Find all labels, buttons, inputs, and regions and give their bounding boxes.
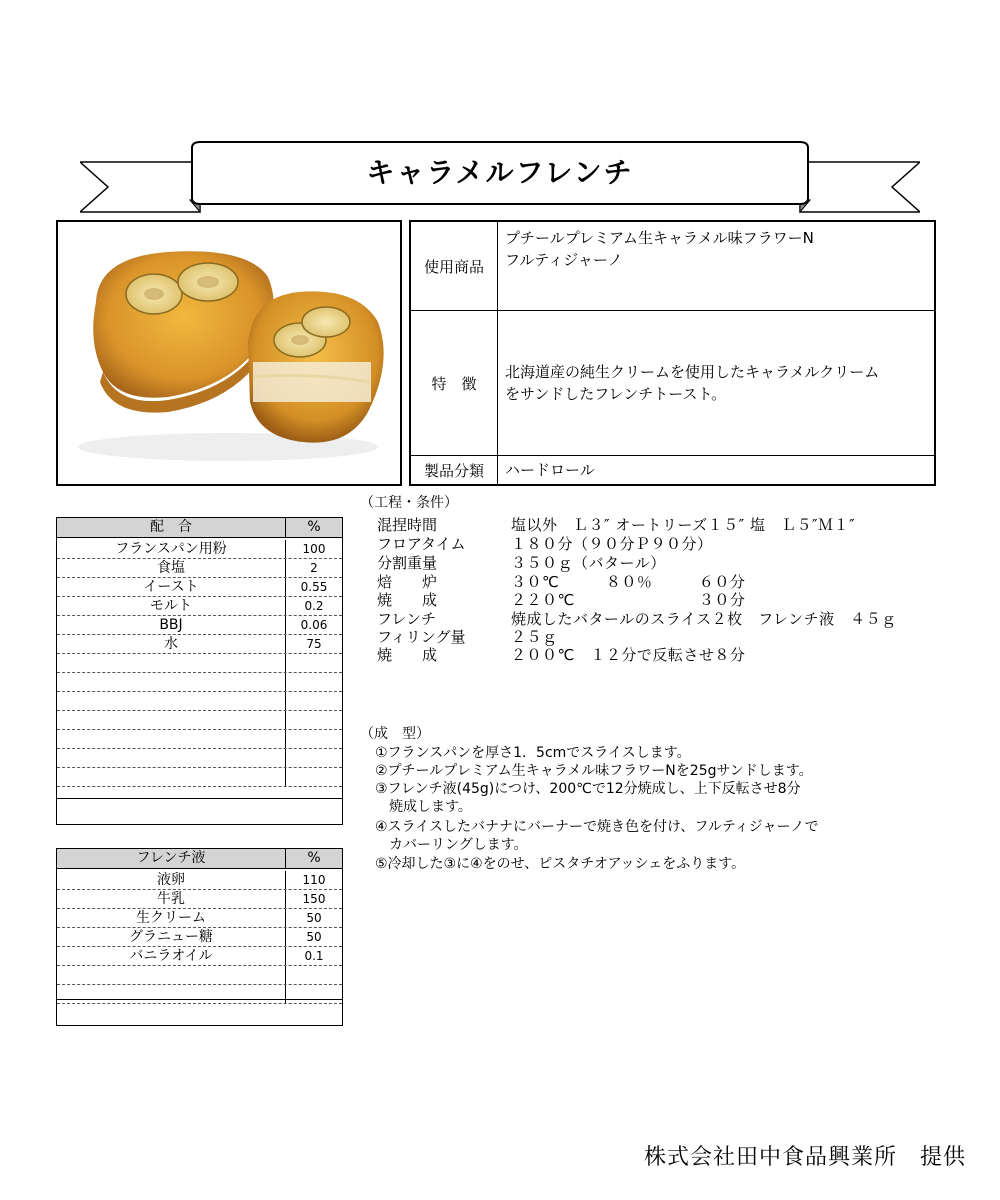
- ingredient-percent: [286, 966, 342, 984]
- process-value: ２５ｇ: [511, 628, 558, 646]
- ingredient-name: 水: [57, 635, 286, 653]
- ingredient-percent: 50: [306, 911, 322, 925]
- ingredient-percent: 0.06: [300, 618, 328, 632]
- process-value: ３０℃ ８０％ ６０分: [511, 573, 746, 591]
- table-row: [57, 711, 342, 730]
- table-row: [57, 928, 342, 947]
- shaping-step: ③フレンチ液(45g)につけ、200℃で12分焼成し、上下反転させ8分: [375, 781, 801, 797]
- table-row: [57, 768, 342, 787]
- process-value: ２２０℃ ３０分: [511, 591, 746, 609]
- info-table: [409, 220, 936, 486]
- table-header: [57, 518, 342, 538]
- ingredient-percent: [286, 749, 342, 767]
- process-key: フレンチ: [377, 610, 437, 628]
- table-row: [57, 673, 342, 692]
- product-photo: [56, 220, 402, 486]
- info-key: 製品分類: [411, 456, 498, 484]
- info-value: ハードロール: [505, 461, 595, 479]
- process-row: [377, 554, 967, 573]
- ingredient-name: [57, 692, 286, 710]
- ingredient-percent: [286, 654, 342, 672]
- ingredient-name: [57, 673, 286, 691]
- ingredient-percent: 0.55: [300, 580, 328, 594]
- table-row: [57, 947, 342, 966]
- table-row: [57, 871, 342, 890]
- table-row: [57, 578, 342, 597]
- ingredient-name: モルト: [57, 597, 286, 615]
- ingredient-percent: [286, 673, 342, 691]
- table-header: [57, 849, 342, 869]
- shaping-step: ⑤冷却した③に④をのせ、ピスタチオアッシェをふります。: [375, 856, 746, 872]
- ingredient-name: [57, 768, 286, 786]
- process-key: 焼 成: [377, 591, 438, 609]
- table-row: [57, 635, 342, 654]
- page-title: キャラメルフレンチ: [366, 156, 634, 189]
- process-key: フロアタイム: [377, 535, 466, 553]
- process-value: 塩以外 Ｌ３″ オートリーズ１５″ 塩 Ｌ５″Ｍ１″: [511, 516, 856, 534]
- ingredient-name: [57, 966, 286, 984]
- ingredient-percent: 0.1: [304, 949, 324, 963]
- process-value: ３５０ｇ（バタール）: [511, 554, 666, 572]
- credit-text: 株式会社田中食品興業所 提供: [643, 1145, 966, 1170]
- ingredient-percent: [286, 711, 342, 729]
- ingredient-name: [57, 654, 286, 672]
- info-key: 特 徴: [411, 311, 498, 455]
- ingredient-name: 食塩: [57, 559, 286, 577]
- shaping-label: （成 型）: [360, 726, 430, 742]
- ingredient-name: 生クリーム: [57, 909, 286, 927]
- table-row: [57, 540, 342, 559]
- ingredient-percent: 2: [310, 561, 318, 575]
- ingredient-name: [57, 711, 286, 729]
- process-label: （工程・条件）: [360, 495, 458, 511]
- process-row: [377, 573, 967, 592]
- ingredient-name: グラニュー糖: [57, 928, 286, 946]
- ingredient-name: [57, 730, 286, 748]
- process-row: [377, 516, 967, 535]
- shaping-step: ①フランスパンを厚さ1．5cmでスライスします。: [375, 745, 691, 761]
- ingredient-percent: 110: [302, 873, 326, 887]
- header-percent: %: [307, 850, 321, 866]
- shaping-step: ④スライスしたバナナにバーナーで焼き色を付け、フルティジャーノで: [375, 819, 819, 835]
- header-percent: %: [307, 519, 321, 535]
- table-row: [57, 692, 342, 711]
- table-row: [57, 890, 342, 909]
- recipe-table: [56, 517, 343, 825]
- shaping-step: カバーリングします。: [375, 837, 528, 853]
- ingredient-name: フランスパン用粉: [57, 540, 286, 558]
- info-value: 北海道産の純生クリームを使用したキャラメルクリーム: [505, 363, 880, 381]
- ingredient-name: バニラオイル: [57, 947, 286, 965]
- process-key: 焼 成: [377, 646, 438, 664]
- shaping-step: 焼成します。: [375, 799, 472, 815]
- ingredient-percent: 75: [306, 637, 322, 651]
- ingredient-name: 牛乳: [57, 890, 286, 908]
- table-row: [57, 909, 342, 928]
- table-row: [57, 597, 342, 616]
- table-row: [57, 966, 342, 985]
- process-row: [377, 535, 967, 554]
- table-row: [57, 654, 342, 673]
- process-row: [377, 646, 967, 665]
- info-key: 使用商品: [411, 222, 498, 310]
- ingredient-percent: [286, 730, 342, 748]
- shaping-step: ②プチールプレミアム生キャラメル味フラワーNを25gサンドします。: [375, 763, 813, 779]
- french-liquid-table: [56, 848, 343, 1026]
- process-value: １８０分（９０分Ｐ９０分）: [511, 535, 713, 553]
- ingredient-percent: 100: [302, 542, 326, 556]
- table-row: [57, 730, 342, 749]
- table-footer: [57, 798, 342, 824]
- ingredient-name: 液卵: [57, 871, 286, 889]
- process-row: [377, 610, 967, 629]
- ingredient-percent: [286, 692, 342, 710]
- info-value: フルティジャーノ: [505, 251, 623, 269]
- ingredient-name: イースト: [57, 578, 286, 596]
- header-ingredient: フレンチ液: [57, 849, 286, 868]
- table-row: [57, 749, 342, 768]
- process-row: [377, 628, 967, 647]
- process-row: [377, 591, 967, 610]
- table-row: [57, 616, 342, 635]
- info-row-category: [411, 456, 934, 484]
- ingredient-percent: 150: [302, 892, 326, 906]
- ingredient-name: [57, 749, 286, 767]
- process-key: 混捏時間: [377, 516, 438, 534]
- ingredient-percent: [286, 768, 342, 786]
- info-value: をサンドしたフレンチトースト。: [505, 385, 727, 403]
- process-key: 焙 炉: [377, 573, 438, 591]
- table-footer: [57, 999, 342, 1025]
- process-key: 分割重量: [377, 554, 438, 572]
- process-key: フィリング量: [377, 628, 466, 646]
- header-ingredient: 配 合: [57, 518, 286, 537]
- info-value: プチールプレミアム生キャラメル味フラワーN: [505, 229, 814, 247]
- ingredient-name: BBJ: [57, 616, 286, 634]
- process-value: 焼成したバタールのスライス２枚 フレンチ液 ４５ｇ: [511, 610, 897, 628]
- info-row-products: [411, 222, 934, 311]
- process-value: ２００℃ １２分で反転させ８分: [511, 646, 746, 664]
- info-row-features: [411, 311, 934, 456]
- ingredient-percent: 0.2: [304, 599, 324, 613]
- table-row: [57, 559, 342, 578]
- ingredient-percent: 50: [306, 930, 322, 944]
